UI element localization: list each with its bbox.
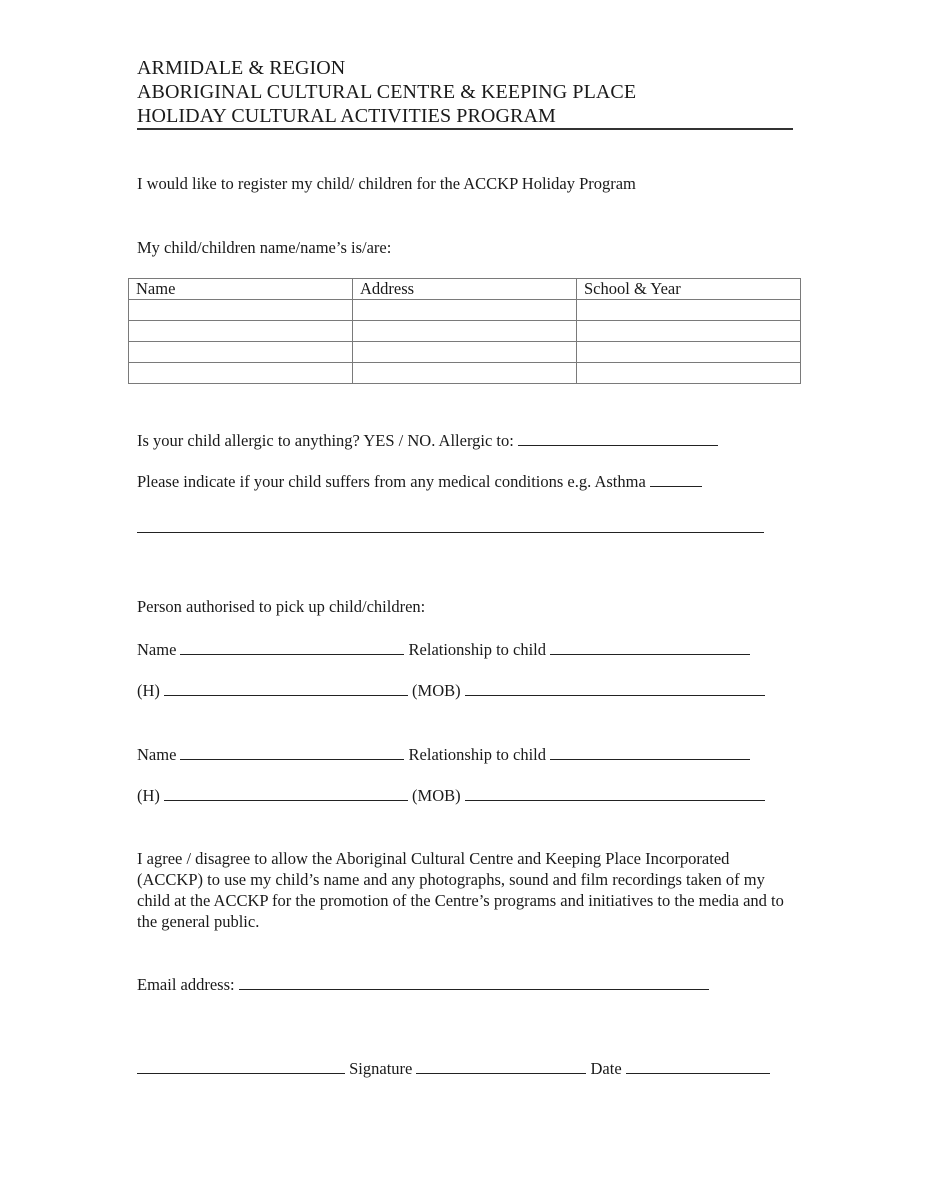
pickup-name-blank[interactable]: [180, 744, 404, 760]
table-row: [129, 342, 801, 363]
email-row: [137, 974, 709, 995]
medical-blank[interactable]: [650, 471, 702, 487]
pickup-relationship-blank[interactable]: [550, 744, 750, 760]
pickup-mobile-blank[interactable]: [465, 785, 765, 801]
table-cell-name[interactable]: [129, 342, 353, 363]
name-blank[interactable]: [137, 1058, 345, 1074]
table-cell-school-year[interactable]: [577, 321, 801, 342]
medical-row: [137, 471, 702, 492]
table-cell-address[interactable]: [353, 300, 577, 321]
pickup-label: Person authorised to pick up child/children:: [137, 597, 426, 616]
table-header-row: [129, 279, 801, 300]
table-cell-school-year[interactable]: [577, 363, 801, 384]
pickup-person-1-phone-row: [137, 680, 765, 701]
pickup-name-label: Name: [137, 640, 177, 659]
children-label: My child/children name/name’s is/are:: [137, 238, 392, 257]
table-cell-name[interactable]: [129, 300, 353, 321]
table-cell-address[interactable]: [353, 321, 577, 342]
signature-label: Signature: [349, 1059, 413, 1078]
email-label: Email address:: [137, 975, 235, 994]
pickup-home-blank[interactable]: [164, 785, 408, 801]
table-cell-address[interactable]: [353, 363, 577, 384]
pickup-home-label: (H): [137, 681, 160, 700]
header-line-1: ARMIDALE & REGION: [137, 57, 346, 79]
pickup-person-2-name-row: [137, 744, 750, 765]
pickup-home-label: (H): [137, 786, 160, 805]
table-cell-address[interactable]: [353, 342, 577, 363]
allergy-row: [137, 430, 718, 451]
table-row: [129, 363, 801, 384]
pickup-home-blank[interactable]: [164, 680, 408, 696]
pickup-relationship-label: Relationship to child: [408, 745, 547, 764]
table-cell-school-year[interactable]: [577, 342, 801, 363]
table-row: [129, 300, 801, 321]
table-row: [129, 321, 801, 342]
pickup-person-1-name-row: [137, 639, 750, 660]
table-cell-name[interactable]: [129, 363, 353, 384]
pickup-relationship-label: Relationship to child: [408, 640, 547, 659]
pickup-mobile-blank[interactable]: [465, 680, 765, 696]
pickup-mobile-label: (MOB): [412, 681, 461, 700]
header-rule: [137, 128, 793, 130]
column-header-address: Address: [353, 279, 577, 300]
medical-question: Please indicate if your child suffers from any medical conditions e.g. Asthma: [137, 472, 646, 491]
allergy-question: Is your child allergic to anything? YES / NO. Allergic to:: [137, 431, 514, 450]
email-blank[interactable]: [239, 974, 709, 990]
pickup-name-label: Name: [137, 745, 177, 764]
pickup-mobile-label: (MOB): [412, 786, 461, 805]
pickup-relationship-blank[interactable]: [550, 639, 750, 655]
date-label: Date: [590, 1059, 622, 1078]
pickup-person-2-phone-row: [137, 785, 765, 806]
table-cell-school-year[interactable]: [577, 300, 801, 321]
allergy-blank[interactable]: [518, 430, 718, 446]
consent-paragraph: I agree / disagree to allow the Aboriginal Cultural Centre and Keeping Place Incorporated (ACCKP) to use my child’s name and any photographs, sound and film recordings taken of my child at the ACCKP for the promotion of the Centre’s programs and initiatives to the media and to the general public.: [137, 849, 784, 931]
column-header-school-year: School & Year: [577, 279, 801, 300]
medical-extra-line[interactable]: [137, 532, 764, 533]
header-line-3: HOLIDAY CULTURAL ACTIVITIES PROGRAM: [137, 105, 556, 127]
signature-blank[interactable]: [416, 1058, 586, 1074]
column-header-name: Name: [129, 279, 353, 300]
pickup-name-blank[interactable]: [180, 639, 404, 655]
children-table: [128, 278, 801, 384]
intro-text: I would like to register my child/ children for the ACCKP Holiday Program: [137, 174, 636, 193]
table-cell-name[interactable]: [129, 321, 353, 342]
header-line-2: ABORIGINAL CULTURAL CENTRE & KEEPING PLACE: [137, 81, 637, 103]
date-blank[interactable]: [626, 1058, 770, 1074]
signature-row: [137, 1058, 770, 1079]
